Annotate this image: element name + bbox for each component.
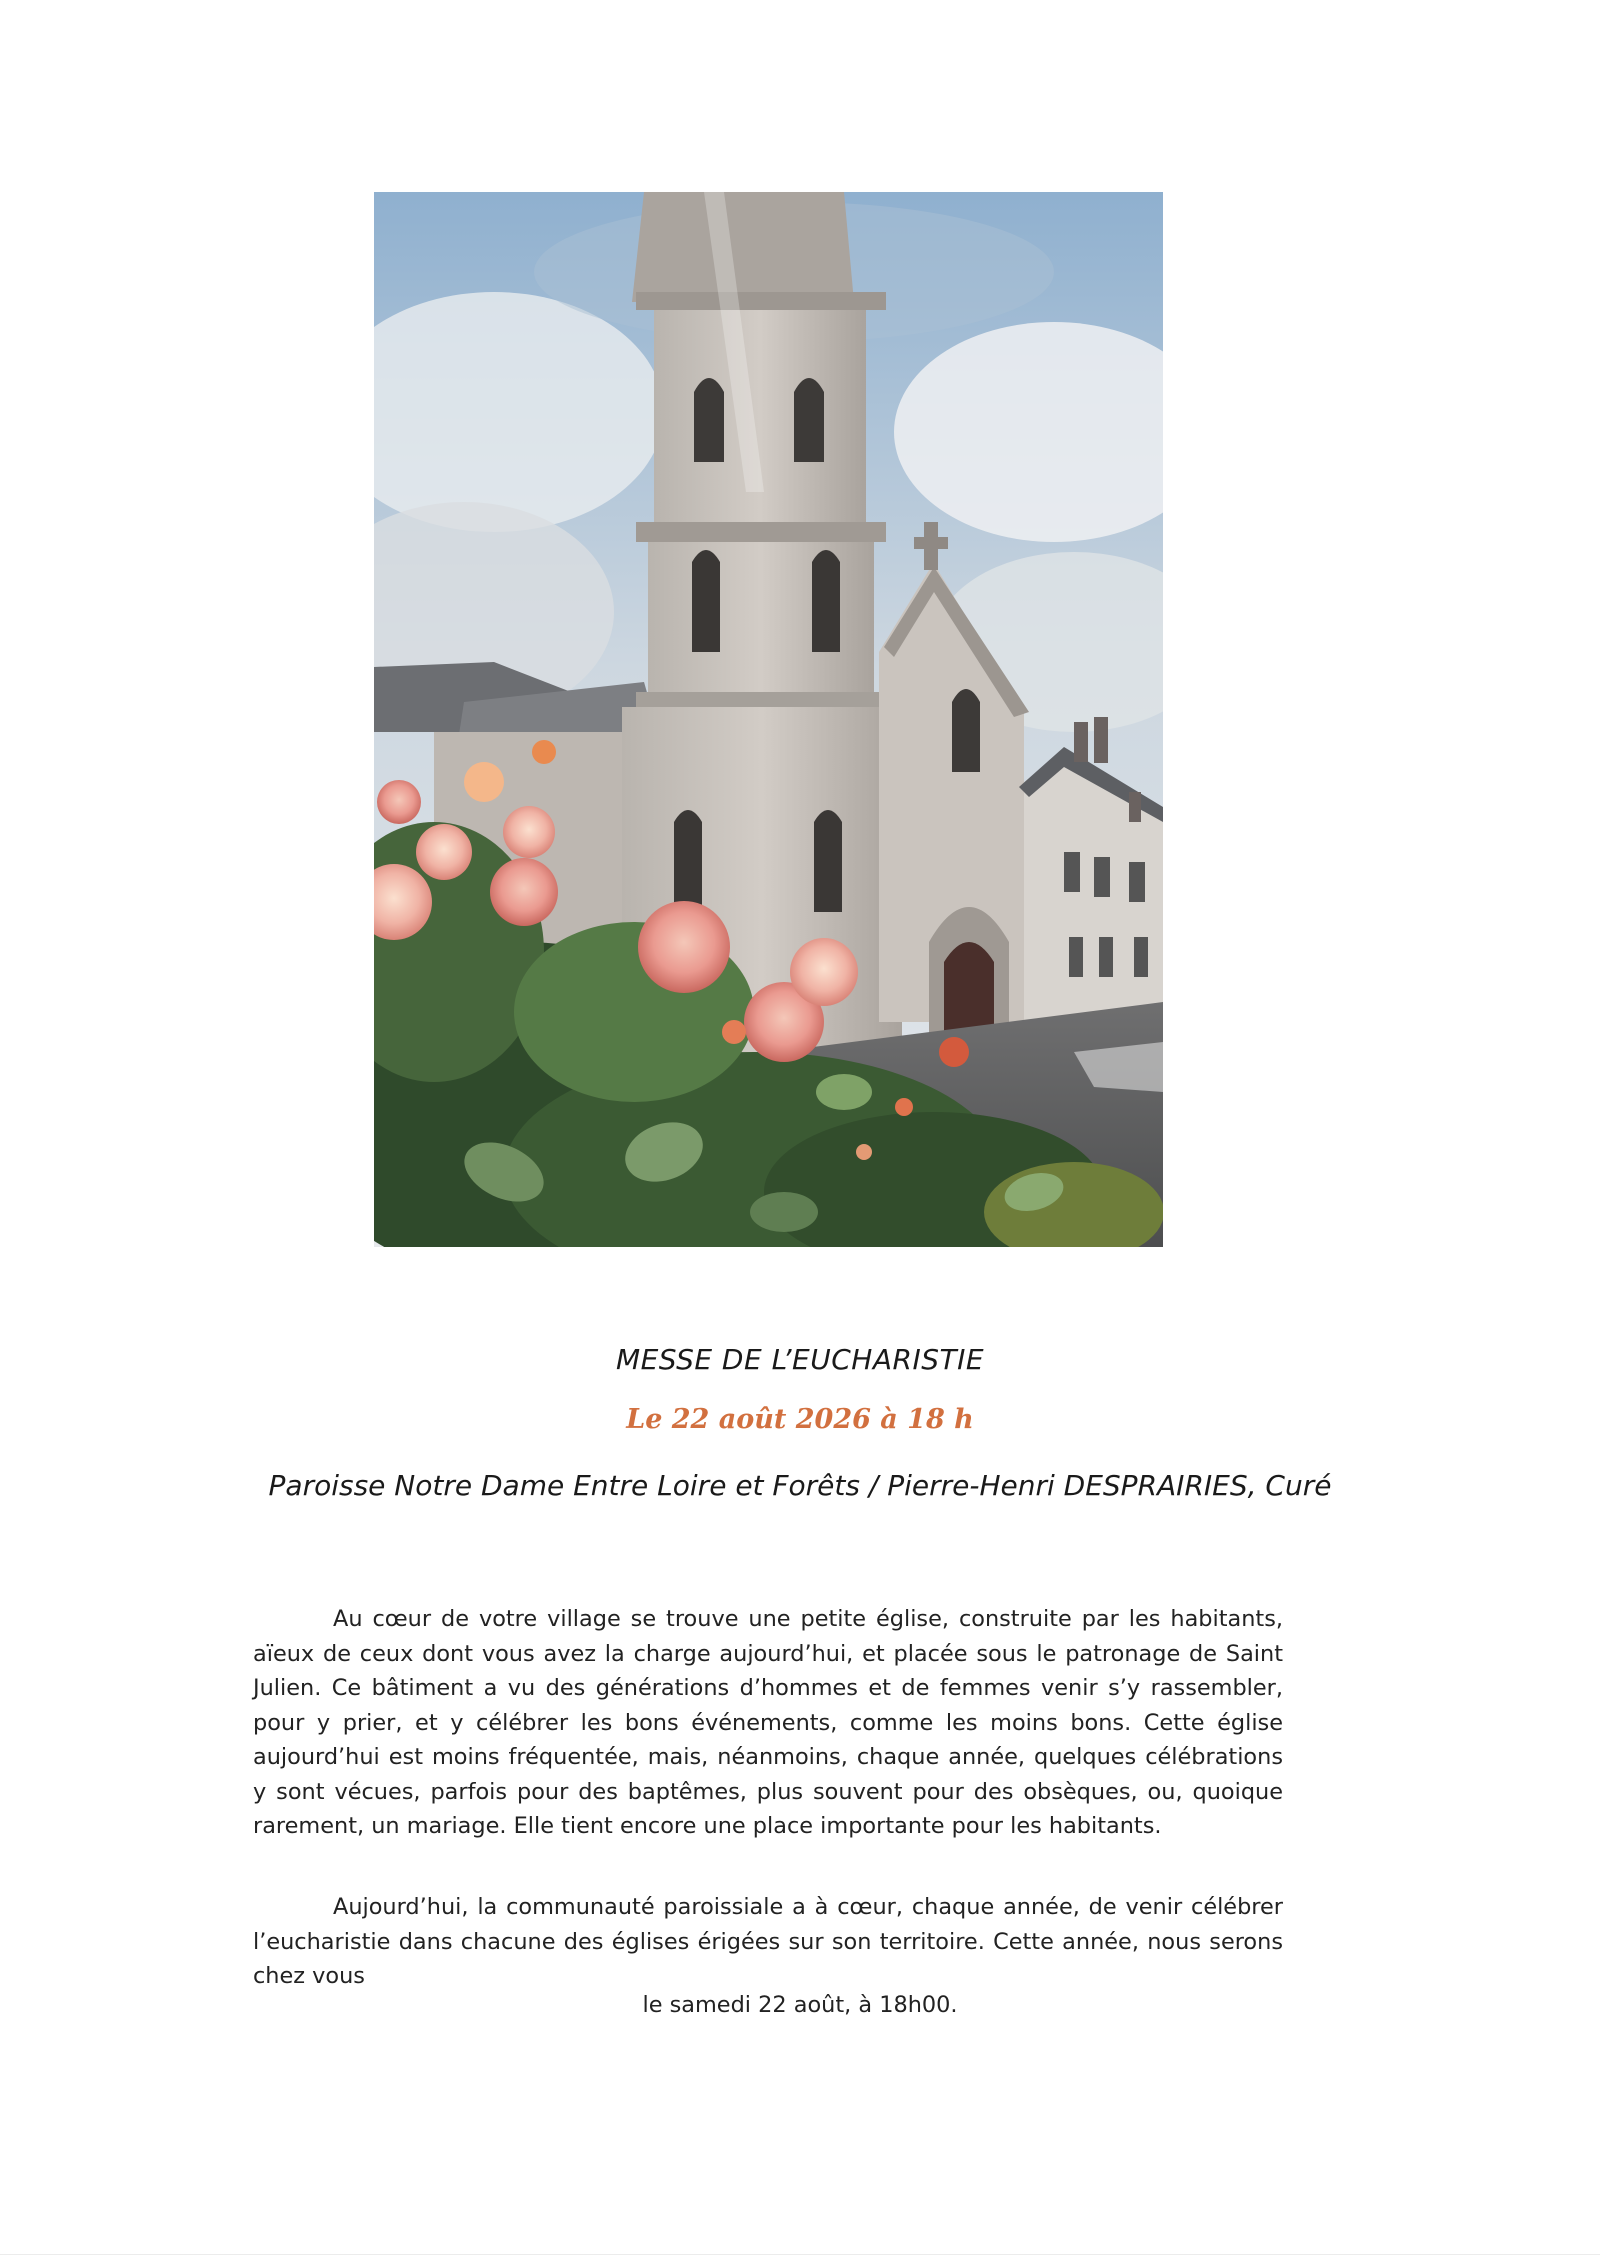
event-date: Le 22 août 2026 à 18 h (626, 1404, 974, 1435)
page-bottom-divider (0, 2254, 1600, 2255)
parish-subtitle: Paroisse Notre Dame Entre Loire et Forêts / Pierre-Henri DESPRAIRIES, Curé (268, 1469, 1332, 1502)
mass-title: MESSE DE L’EUCHARISTIE (615, 1343, 985, 1376)
paragraph-history: Au cœur de votre village se trouve une petite église, construite par les habitants, aïeux de ceux dont vous avez la charge aujourd’hui, et placée sous le patronage de Saint Julien. Ce bâtiment a vu des générations d’hommes et de femmes venir s’y rassembler, pour y prier, et y célébrer les bons événements, comme les moins bons. Cette église aujourd’hui est moins fréquentée, mais, néanmoins, chaque année, quelques célébrations y sont vécues, parfois pour des baptêmes, plus souvent pour des obsèques, ou, quoique rarement, un mariage. Elle tient encore une place importante pour les habitants. (253, 1606, 1283, 1839)
paragraph-invitation: Aujourd’hui, la communauté paroissiale a à cœur, chaque année, de venir célébrer l’eucharistie dans chacune des églises érigées sur son territoire. Cette année, nous serons chez vous (253, 1894, 1283, 1989)
closing-date-line: le samedi 22 août, à 18h00. (642, 1992, 958, 2018)
church-photo (374, 192, 1163, 1247)
